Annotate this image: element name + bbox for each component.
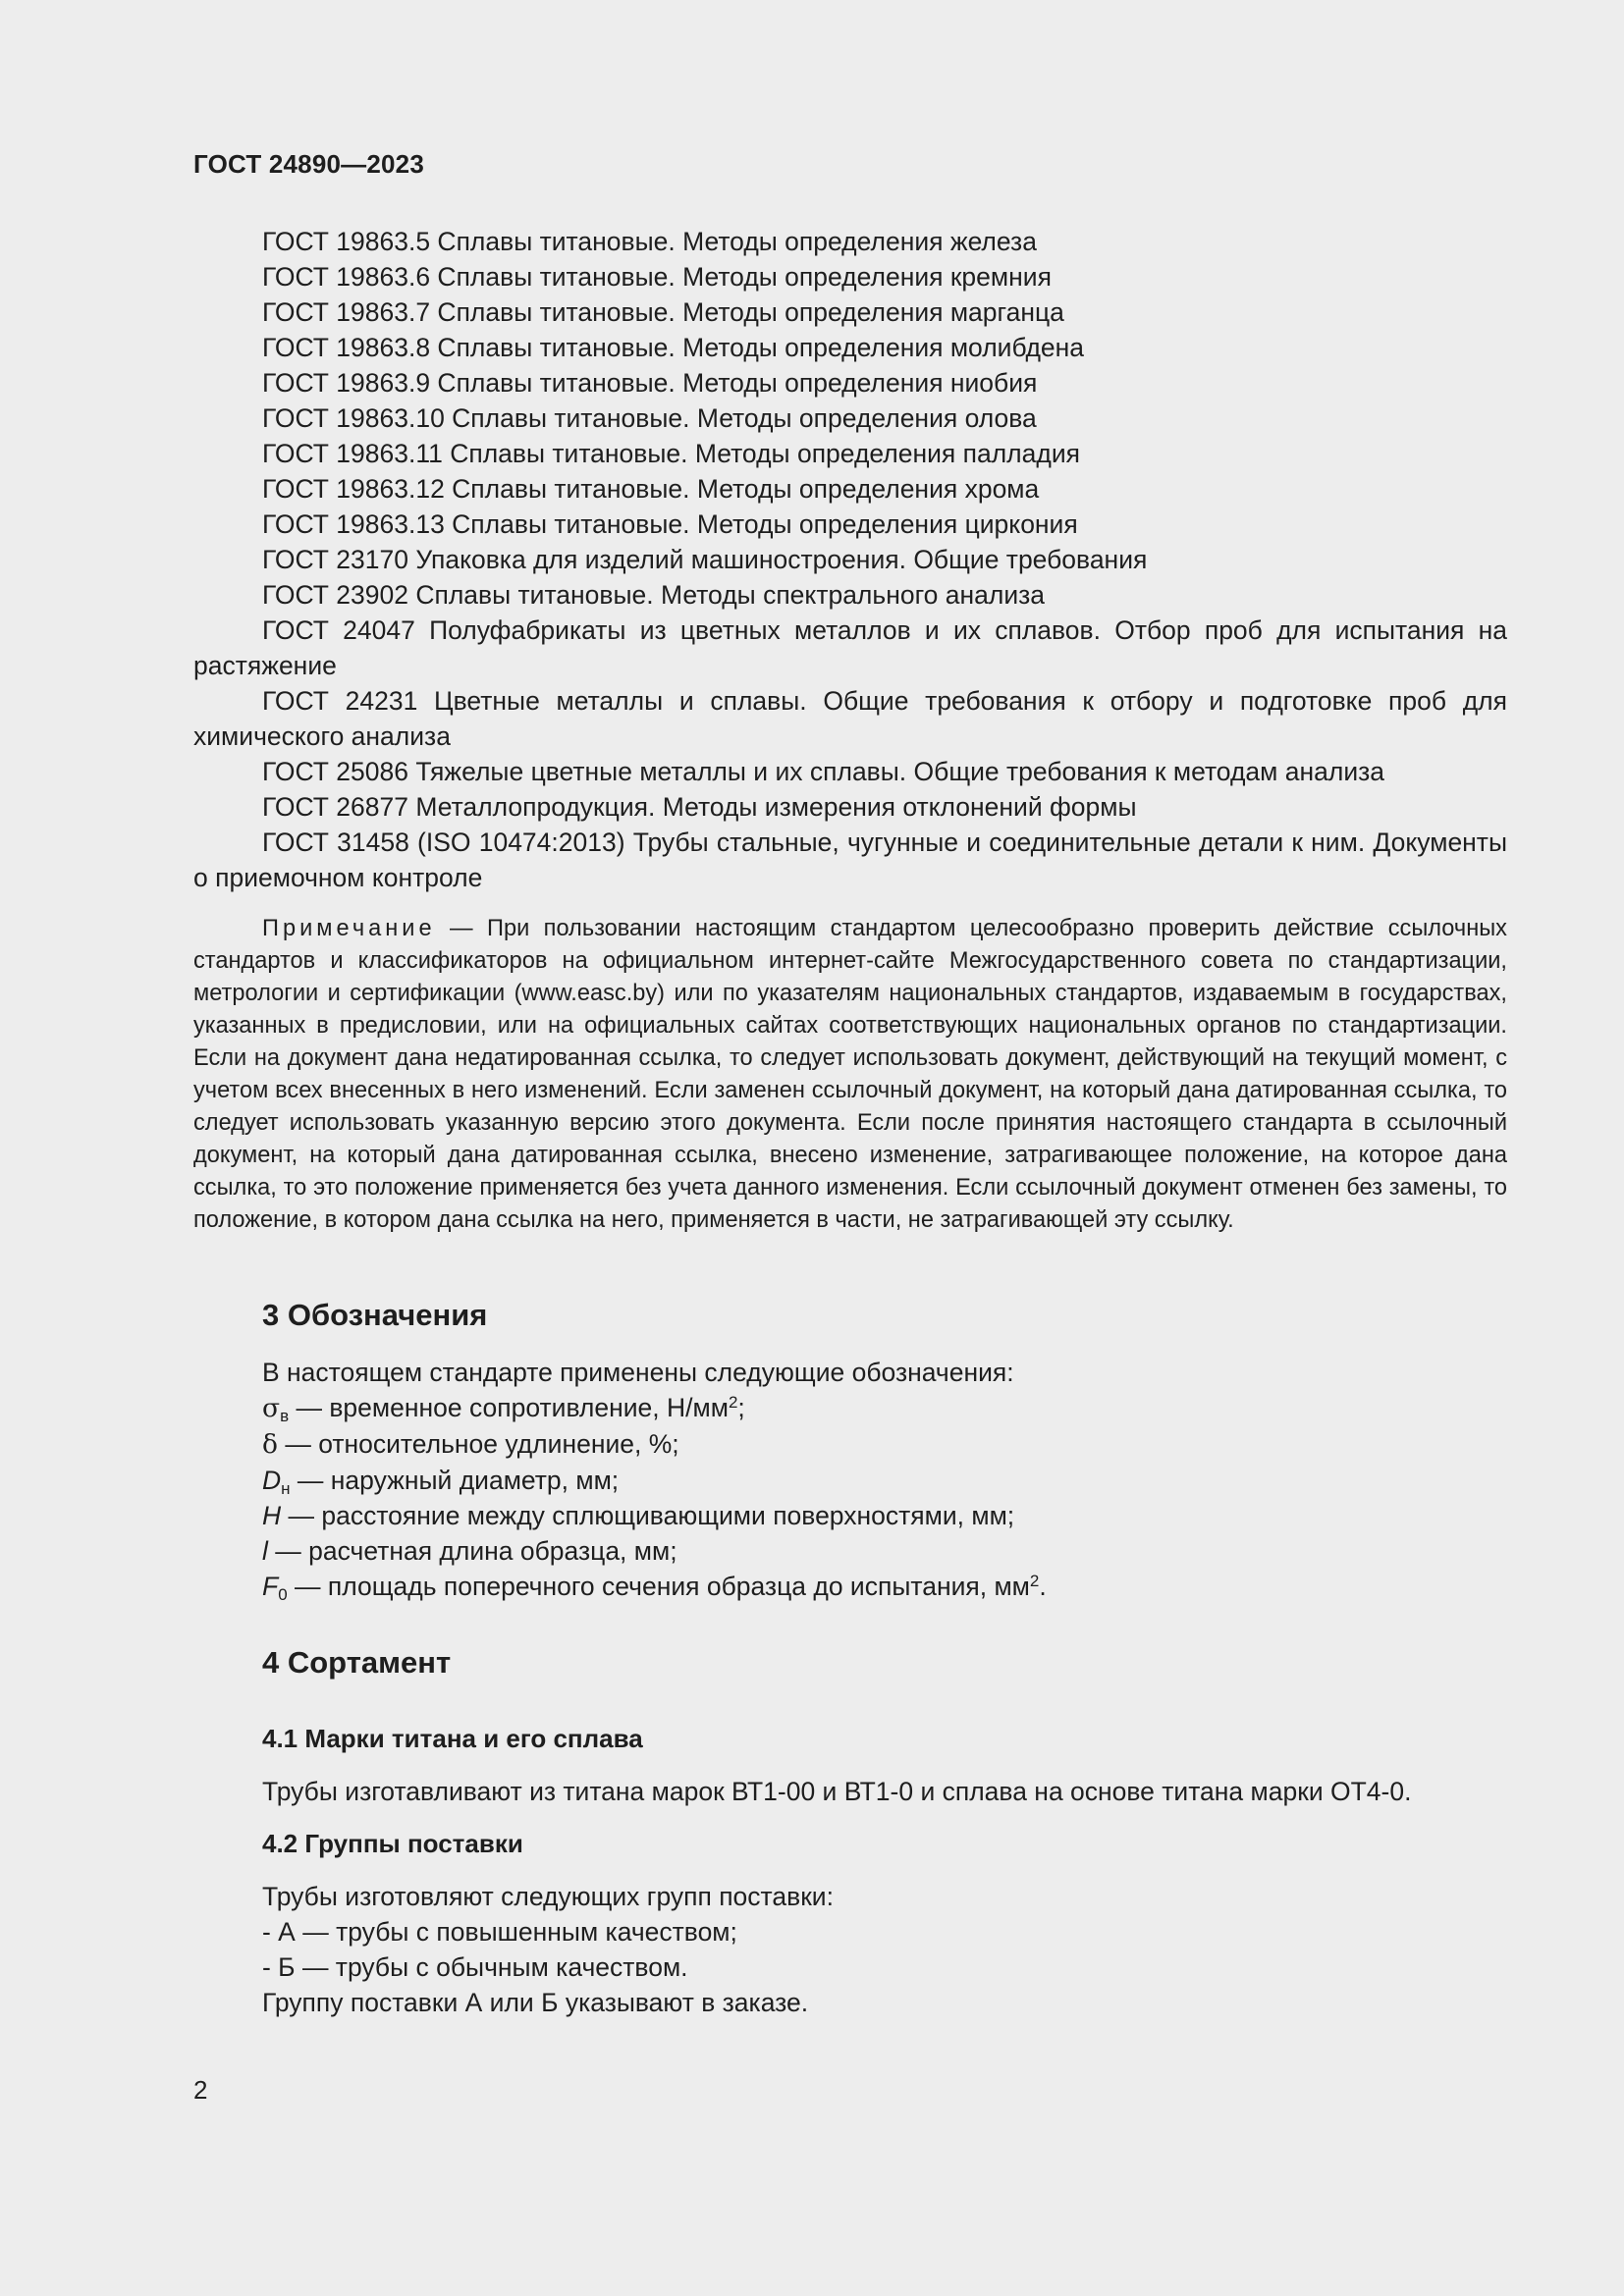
symbol-tail: . <box>1039 1572 1047 1601</box>
supply-group-line: Группу поставки А или Б указывают в заказе. <box>262 1988 809 2017</box>
reference-item: ГОСТ 19863.12 Сплавы титановые. Методы определения хрома <box>262 474 1040 504</box>
reference-item: ГОСТ 19863.10 Сплавы титановые. Методы определения олова <box>262 403 1037 433</box>
symbol-description: — временное сопротивление, Н/мм <box>289 1393 729 1422</box>
reference-item: ГОСТ 19863.5 Сплавы титановые. Методы определения железа <box>262 227 1037 256</box>
symbol: l <box>262 1536 268 1566</box>
reference-item: ГОСТ 25086 Тяжелые цветные металлы и их сплавы. Общие требования к методам анализа <box>262 757 1385 786</box>
supply-group-line: Трубы изготовляют следующих групп поставки: <box>262 1882 834 1911</box>
subsection-4-1-text: Трубы изготавливают из титана марок ВТ1-00 и ВТ1-0 и сплава на основе титана марки ОТ4-0. <box>262 1777 1412 1806</box>
supply-group-line: - Б — трубы с обычным качеством. <box>262 1952 688 1982</box>
symbol-subscript: в <box>280 1407 290 1425</box>
subsection-4-2-heading: 4.2 Группы поставки <box>262 1829 523 1858</box>
page-body <box>193 224 1507 2020</box>
symbol-row <box>193 1390 1507 1426</box>
symbol-row <box>193 1498 1507 1533</box>
normative-references-list <box>193 224 1507 895</box>
unit-superscript: 2 <box>728 1393 738 1412</box>
symbol-description: — расчетная длина образца, мм; <box>267 1536 677 1566</box>
symbol: δ <box>262 1429 278 1460</box>
symbol-subscript: н <box>281 1479 291 1498</box>
symbol-description: — относительное удлинение, %; <box>277 1429 679 1459</box>
reference-item: ГОСТ 19863.7 Сплавы титановые. Методы определения марганца <box>262 297 1064 327</box>
reference-item: ГОСТ 19863.9 Сплавы титановые. Методы определения ниобия <box>262 368 1038 398</box>
reference-item: ГОСТ 19863.13 Сплавы титановые. Методы определения циркония <box>262 509 1078 539</box>
symbol-description: — расстояние между сплющивающими поверхностями, мм; <box>281 1501 1015 1530</box>
symbol: D <box>262 1466 282 1495</box>
subsection-4-1-heading: 4.1 Марки титана и его сплава <box>262 1724 643 1753</box>
symbol: σ <box>262 1393 281 1423</box>
symbol: H <box>262 1501 282 1530</box>
symbols-intro: В настоящем стандарте применены следующие обозначения: <box>262 1358 1014 1387</box>
symbol-description: — наружный диаметр, мм; <box>290 1466 620 1495</box>
subsection-4-2-body <box>193 1879 1507 2020</box>
symbol-row <box>193 1426 1507 1463</box>
reference-item: ГОСТ 23170 Упаковка для изделий машиностроения. Общие требования <box>262 545 1148 574</box>
section-4-heading: 4 Сортамент <box>262 1645 452 1680</box>
reference-item: ГОСТ 26877 Металлопродукция. Методы измерения отклонений формы <box>262 792 1137 822</box>
symbols-list <box>193 1355 1507 1604</box>
symbol: F <box>262 1572 279 1601</box>
subsection-4-1-body <box>193 1774 1507 1809</box>
symbol-row <box>193 1463 1507 1498</box>
symbol-tail: ; <box>737 1393 745 1422</box>
symbol-subscript: 0 <box>278 1585 288 1604</box>
page-number: 2 <box>193 2075 208 2105</box>
references-note <box>193 913 1507 1237</box>
symbol-row <box>193 1569 1507 1604</box>
reference-item: ГОСТ 24231 Цветные металлы и сплавы. Общие требования к отбору и подготовке проб для химического анализа <box>193 686 1507 751</box>
supply-group-line: - А — трубы с повышенным качеством; <box>262 1917 737 1947</box>
unit-superscript: 2 <box>1029 1572 1040 1590</box>
note-label: Примечание <box>262 916 436 941</box>
reference-item: ГОСТ 19863.11 Сплавы титановые. Методы определения палладия <box>262 439 1080 468</box>
reference-item: ГОСТ 24047 Полуфабрикаты из цветных металлов и их сплавов. Отбор проб для испытания на растяжение <box>193 615 1507 680</box>
document-code: ГОСТ 24890—2023 <box>193 149 424 179</box>
symbol-description: — площадь поперечного сечения образца до испытания, мм <box>287 1572 1030 1601</box>
reference-item: ГОСТ 31458 (ISO 10474:2013) Трубы стальные, чугунные и соединительные детали к ним. Документы о приемочном контроле <box>193 828 1507 892</box>
reference-item: ГОСТ 19863.8 Сплавы титановые. Методы определения молибдена <box>262 333 1085 362</box>
note-text: — При пользовании настоящим стандартом целесообразно проверить действие ссылочных стандартов и классификаторов на официальном интернет-сайте Межгосударственного совета по стандартизации, метрологии и сертификации (www.easc.by) или по указателям национальных стандартов, издаваемым в государствах, указанных в предисловии, или на официальных сайтах соответствующих национальных органов по стандартизации. Если на документ дана недатированная ссылка, то следует использовать документ, действующий на текущий момент, с учетом всех внесенных в него изменений. Если заменен ссылочный документ, на который дана датированная ссылка, то следует использовать указанную версию этого документа. Если после принятия настоящего стандарта в ссылочный документ, на который дана датированная ссылка, внесено изменение, затрагивающее положение, на которое дана ссылка, то это положение применяется без учета данного изменения. Если ссылочный документ отменен без замены, то положение, в котором дана ссылка на него, применяется в части, не затрагивающей эту ссылку. <box>193 916 1507 1233</box>
symbol-row <box>193 1533 1507 1569</box>
reference-item: ГОСТ 23902 Сплавы титановые. Методы спектрального анализа <box>262 580 1046 610</box>
section-3-heading: 3 Обозначения <box>262 1298 488 1332</box>
reference-item: ГОСТ 19863.6 Сплавы титановые. Методы определения кремния <box>262 262 1052 292</box>
